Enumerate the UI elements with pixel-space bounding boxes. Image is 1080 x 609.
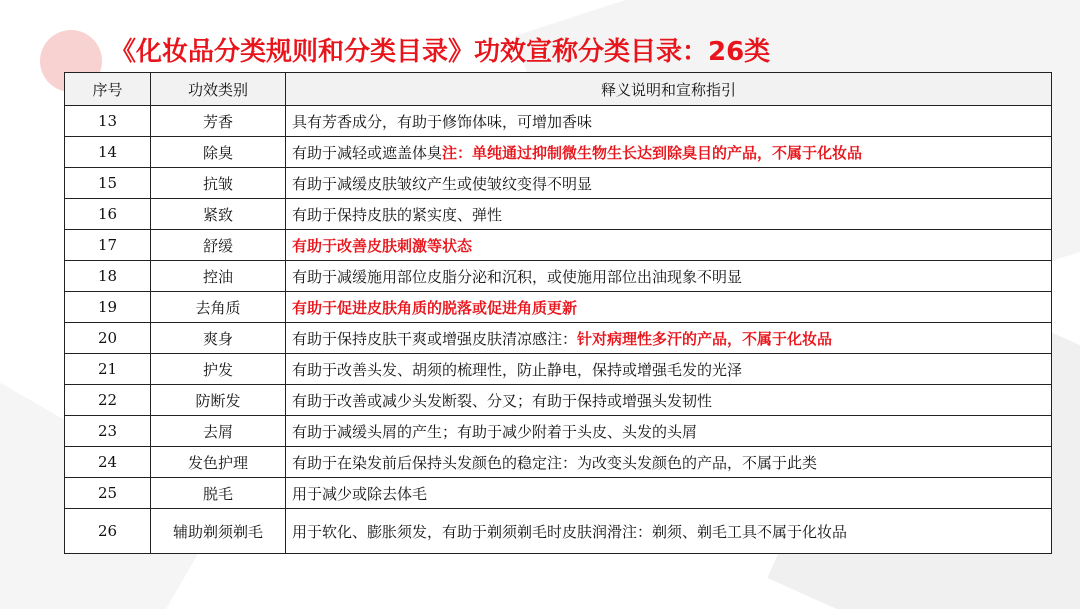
row-category: 辅助剃须剃毛	[151, 509, 286, 554]
row-description	[286, 323, 1052, 354]
table-row	[65, 261, 1052, 292]
row-number: 19	[65, 292, 151, 323]
row-number: 16	[65, 199, 151, 230]
highlight-note: 针对病理性多汗的产品，不属于化妆品	[577, 329, 833, 348]
description-text: 用于软化、膨胀须发，有助于剃须剃毛时皮肤润滑注：剃须、剃毛工具不属于化妆品	[292, 522, 848, 541]
row-description	[286, 106, 1052, 137]
table-header-row	[65, 73, 1052, 106]
row-number: 17	[65, 230, 151, 261]
description-text: 有助于保持皮肤干爽或增强皮肤清凉感注：	[292, 329, 578, 348]
row-description	[286, 509, 1052, 554]
row-category: 防断发	[151, 385, 286, 416]
table-row	[65, 385, 1052, 416]
row-description	[286, 354, 1052, 385]
row-category: 发色护理	[151, 447, 286, 478]
row-description	[286, 416, 1052, 447]
description-text: 有助于减缓施用部位皮脂分泌和沉积，或使施用部位出油现象不明显	[292, 267, 743, 286]
description-text: 有助于在染发前后保持头发颜色的稳定注：为改变头发颜色的产品，不属于此类	[292, 453, 818, 472]
description-text: 具有芳香成分，有助于修饰体味，可增加香味	[292, 112, 593, 131]
row-category: 抗皱	[151, 168, 286, 199]
row-number: 22	[65, 385, 151, 416]
description-text: 有助于改善头发、胡须的梳理性，防止静电，保持或增强毛发的光泽	[292, 360, 743, 379]
row-description	[286, 168, 1052, 199]
row-number: 18	[65, 261, 151, 292]
header-category: 功效类别	[151, 73, 286, 106]
row-category: 去屑	[151, 416, 286, 447]
row-description	[286, 447, 1052, 478]
row-category: 护发	[151, 354, 286, 385]
description-text: 有助于改善或减少头发断裂、分叉；有助于保持或增强头发韧性	[292, 391, 713, 410]
row-number: 15	[65, 168, 151, 199]
row-category: 舒缓	[151, 230, 286, 261]
row-number: 24	[65, 447, 151, 478]
row-category: 爽身	[151, 323, 286, 354]
row-category: 去角质	[151, 292, 286, 323]
row-description	[286, 385, 1052, 416]
row-number: 20	[65, 323, 151, 354]
table-row	[65, 416, 1052, 447]
row-category: 控油	[151, 261, 286, 292]
table-row	[65, 509, 1052, 554]
row-description	[286, 137, 1052, 168]
highlight-note: 有助于改善皮肤刺激等状态	[292, 236, 473, 255]
description-text: 有助于减轻或遮盖体臭	[292, 143, 443, 162]
header-no: 序号	[65, 73, 151, 106]
description-text: 用于减少或除去体毛	[292, 484, 428, 503]
highlight-note: 注：单纯通过抑制微生物生长达到除臭目的产品，不属于化妆品	[442, 143, 863, 162]
table-row	[65, 478, 1052, 509]
page-title: 《化妆品分类规则和分类目录》功效宣称分类目录：26类	[110, 37, 771, 67]
row-number: 26	[65, 509, 151, 554]
table-row	[65, 199, 1052, 230]
row-category: 除臭	[151, 137, 286, 168]
table-row	[65, 292, 1052, 323]
table-row	[65, 137, 1052, 168]
highlight-note: 有助于促进皮肤角质的脱落或促进角质更新	[292, 298, 578, 317]
row-number: 13	[65, 106, 151, 137]
header-description: 释义说明和宣称指引	[286, 73, 1052, 106]
description-text: 有助于减缓头屑的产生；有助于减少附着于头皮、头发的头屑	[292, 422, 698, 441]
description-text: 有助于减缓皮肤皱纹产生或使皱纹变得不明显	[292, 174, 593, 193]
table-row	[65, 168, 1052, 199]
row-category: 紧致	[151, 199, 286, 230]
row-description	[286, 199, 1052, 230]
description-text: 有助于保持皮肤的紧实度、弹性	[292, 205, 503, 224]
row-description	[286, 261, 1052, 292]
row-description	[286, 478, 1052, 509]
row-number: 25	[65, 478, 151, 509]
row-category: 芳香	[151, 106, 286, 137]
table-row	[65, 447, 1052, 478]
table-row	[65, 230, 1052, 261]
row-description	[286, 230, 1052, 261]
row-number: 21	[65, 354, 151, 385]
efficacy-table	[64, 72, 1052, 554]
table-row	[65, 323, 1052, 354]
row-number: 23	[65, 416, 151, 447]
row-description	[286, 292, 1052, 323]
table-row	[65, 354, 1052, 385]
table-row	[65, 106, 1052, 137]
row-category: 脱毛	[151, 478, 286, 509]
row-number: 14	[65, 137, 151, 168]
